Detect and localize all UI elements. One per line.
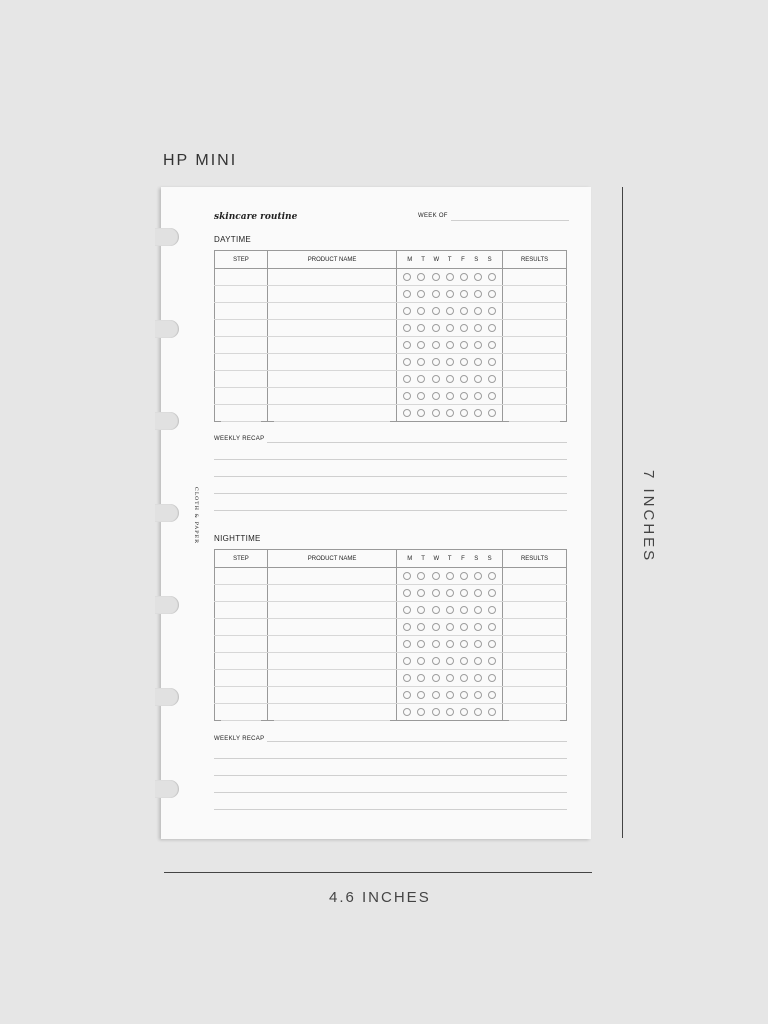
write-line xyxy=(274,421,390,422)
table-row xyxy=(215,405,567,422)
day-checkbox[interactable] xyxy=(417,606,425,614)
day-checkbox[interactable] xyxy=(474,341,482,349)
recap-line[interactable] xyxy=(214,775,567,776)
day-checkbox[interactable] xyxy=(432,358,440,366)
column-header-product: PRODUCT NAME xyxy=(267,550,396,568)
day-checkbox[interactable] xyxy=(403,409,411,417)
day-checkbox[interactable] xyxy=(474,572,482,580)
day-label: T xyxy=(421,555,425,562)
tracker-cell[interactable] xyxy=(397,619,503,636)
results-cell[interactable] xyxy=(503,568,567,585)
day-checkbox[interactable] xyxy=(403,691,411,699)
day-checkbox[interactable] xyxy=(417,341,425,349)
day-checkbox[interactable] xyxy=(474,307,482,315)
tracker-cell[interactable] xyxy=(397,269,503,286)
step-cell[interactable] xyxy=(215,405,268,422)
write-line xyxy=(509,421,560,422)
tracker-cell[interactable] xyxy=(397,320,503,337)
day-checkbox[interactable] xyxy=(417,674,425,682)
day-checkbox[interactable] xyxy=(403,392,411,400)
step-cell[interactable] xyxy=(215,388,268,405)
disc-cutout xyxy=(155,412,179,430)
product-cell[interactable] xyxy=(267,286,396,303)
recap-line[interactable] xyxy=(214,809,567,810)
day-checkbox[interactable] xyxy=(474,691,482,699)
table-row xyxy=(215,585,567,602)
column-header-product: PRODUCT NAME xyxy=(267,251,396,269)
day-checkbox[interactable] xyxy=(446,640,454,648)
day-checkbox[interactable] xyxy=(488,409,496,417)
day-checkbox[interactable] xyxy=(460,307,468,315)
tracker-cell[interactable] xyxy=(397,286,503,303)
step-cell[interactable] xyxy=(215,269,268,286)
day-checkbox[interactable] xyxy=(488,623,496,631)
day-checkbox[interactable] xyxy=(446,324,454,332)
day-label: F xyxy=(461,555,465,562)
product-cell[interactable] xyxy=(267,337,396,354)
day-checkbox[interactable] xyxy=(474,273,482,281)
planner-page xyxy=(161,187,591,839)
day-checkbox[interactable] xyxy=(432,324,440,332)
day-checkbox[interactable] xyxy=(460,589,468,597)
column-header-step: STEP xyxy=(215,550,268,568)
product-cell[interactable] xyxy=(267,670,396,687)
table-row xyxy=(215,337,567,354)
day-checkbox[interactable] xyxy=(488,640,496,648)
disc-hole xyxy=(155,596,179,614)
day-checkbox[interactable] xyxy=(432,640,440,648)
day-checkbox[interactable] xyxy=(460,606,468,614)
disc-cutout xyxy=(155,228,179,246)
results-cell[interactable] xyxy=(503,388,567,405)
table-row xyxy=(215,670,567,687)
day-checkbox[interactable] xyxy=(403,589,411,597)
day-checkbox[interactable] xyxy=(403,623,411,631)
day-checkbox[interactable] xyxy=(460,273,468,281)
results-cell[interactable] xyxy=(503,704,567,721)
width-dimension-label: 4.6 INCHES xyxy=(329,889,431,906)
day-checkbox[interactable] xyxy=(417,358,425,366)
day-checkbox[interactable] xyxy=(474,606,482,614)
day-checkbox[interactable] xyxy=(474,640,482,648)
day-checkbox[interactable] xyxy=(432,606,440,614)
product-cell[interactable] xyxy=(267,371,396,388)
step-cell[interactable] xyxy=(215,371,268,388)
day-checkbox[interactable] xyxy=(460,324,468,332)
table-row xyxy=(215,568,567,585)
results-cell[interactable] xyxy=(503,371,567,388)
day-label: S xyxy=(487,555,492,562)
day-checkbox[interactable] xyxy=(446,674,454,682)
day-checkbox[interactable] xyxy=(460,708,468,716)
tracker-cell[interactable] xyxy=(397,303,503,320)
table-row xyxy=(215,602,567,619)
day-checkbox[interactable] xyxy=(488,341,496,349)
week-of-label: WEEK OF xyxy=(418,213,448,219)
day-label: W xyxy=(433,256,440,263)
results-cell[interactable] xyxy=(503,619,567,636)
day-checkbox[interactable] xyxy=(403,273,411,281)
results-cell[interactable] xyxy=(503,269,567,286)
page-title: skincare routine xyxy=(214,212,298,222)
recap-line[interactable] xyxy=(214,510,567,511)
day-checkbox[interactable] xyxy=(432,375,440,383)
product-cell[interactable] xyxy=(267,320,396,337)
tracker-cell[interactable] xyxy=(397,405,503,422)
day-checkbox[interactable] xyxy=(488,290,496,298)
day-checkbox[interactable] xyxy=(460,674,468,682)
day-checkbox[interactable] xyxy=(403,708,411,716)
day-checkbox[interactable] xyxy=(488,606,496,614)
day-checkbox[interactable] xyxy=(432,657,440,665)
day-label: T xyxy=(421,256,425,263)
day-checkbox[interactable] xyxy=(474,674,482,682)
column-header-results: RESULTS xyxy=(503,550,567,568)
product-cell[interactable] xyxy=(267,388,396,405)
table-row xyxy=(215,354,567,371)
day-checkbox[interactable] xyxy=(460,341,468,349)
day-checkbox[interactable] xyxy=(403,606,411,614)
day-label: S xyxy=(474,256,479,263)
day-checkbox[interactable] xyxy=(474,358,482,366)
tracker-cell[interactable] xyxy=(397,388,503,405)
day-checkbox[interactable] xyxy=(403,358,411,366)
day-checkbox[interactable] xyxy=(446,572,454,580)
week-of-line xyxy=(451,220,569,221)
day-checkbox[interactable] xyxy=(488,273,496,281)
write-line xyxy=(221,720,261,721)
day-checkbox[interactable] xyxy=(460,392,468,400)
results-cell[interactable] xyxy=(503,303,567,320)
day-checkbox[interactable] xyxy=(403,657,411,665)
tracker-cell[interactable] xyxy=(397,687,503,704)
day-checkbox[interactable] xyxy=(417,657,425,665)
day-checkbox[interactable] xyxy=(488,307,496,315)
day-checkbox[interactable] xyxy=(488,708,496,716)
recap-line[interactable] xyxy=(214,792,567,793)
section-title-daytime: DAYTIME xyxy=(214,235,252,244)
disc-cutout xyxy=(155,596,179,614)
step-cell[interactable] xyxy=(215,687,268,704)
results-cell[interactable] xyxy=(503,337,567,354)
step-cell[interactable] xyxy=(215,670,268,687)
day-checkbox[interactable] xyxy=(417,623,425,631)
step-cell[interactable] xyxy=(215,585,268,602)
day-checkbox[interactable] xyxy=(432,708,440,716)
day-checkbox[interactable] xyxy=(432,290,440,298)
table-row xyxy=(215,371,567,388)
day-checkbox[interactable] xyxy=(474,392,482,400)
day-checkbox[interactable] xyxy=(432,691,440,699)
disc-cutout xyxy=(155,504,179,522)
step-cell[interactable] xyxy=(215,636,268,653)
day-checkbox[interactable] xyxy=(474,589,482,597)
product-cell[interactable] xyxy=(267,687,396,704)
tracker-cell[interactable] xyxy=(397,653,503,670)
day-label: T xyxy=(447,555,452,562)
day-checkbox[interactable] xyxy=(446,623,454,631)
day-checkbox[interactable] xyxy=(432,623,440,631)
table-row xyxy=(215,619,567,636)
day-label: M xyxy=(407,555,413,562)
disc-hole xyxy=(155,320,179,338)
table-row xyxy=(215,388,567,405)
product-cell[interactable] xyxy=(267,303,396,320)
daytime-recap-label: WEEKLY RECAP xyxy=(214,436,265,442)
column-header-results: RESULTS xyxy=(503,251,567,269)
step-cell[interactable] xyxy=(215,704,268,721)
day-checkbox[interactable] xyxy=(488,657,496,665)
day-checkbox[interactable] xyxy=(403,307,411,315)
step-cell[interactable] xyxy=(215,619,268,636)
product-cell[interactable] xyxy=(267,568,396,585)
results-cell[interactable] xyxy=(503,286,567,303)
day-checkbox[interactable] xyxy=(403,341,411,349)
day-checkbox[interactable] xyxy=(488,572,496,580)
day-checkbox[interactable] xyxy=(446,691,454,699)
day-checkbox[interactable] xyxy=(417,708,425,716)
day-checkbox[interactable] xyxy=(446,358,454,366)
day-checkbox[interactable] xyxy=(417,307,425,315)
day-checkbox[interactable] xyxy=(446,708,454,716)
recap-line[interactable] xyxy=(214,758,567,759)
disc-hole xyxy=(155,688,179,706)
product-cell[interactable] xyxy=(267,354,396,371)
day-checkbox[interactable] xyxy=(417,324,425,332)
step-cell[interactable] xyxy=(215,653,268,670)
tracker-cell[interactable] xyxy=(397,704,503,721)
day-checkbox[interactable] xyxy=(488,589,496,597)
day-checkbox[interactable] xyxy=(403,674,411,682)
write-line xyxy=(274,720,390,721)
day-checkbox[interactable] xyxy=(403,375,411,383)
table-row xyxy=(215,303,567,320)
height-dimension-label: 7 INCHES xyxy=(640,470,657,564)
day-label: M xyxy=(407,256,413,263)
day-checkbox[interactable] xyxy=(460,691,468,699)
day-checkbox[interactable] xyxy=(446,375,454,383)
product-cell[interactable] xyxy=(267,585,396,602)
recap-line[interactable] xyxy=(214,476,567,477)
step-cell[interactable] xyxy=(215,602,268,619)
day-checkbox[interactable] xyxy=(403,640,411,648)
day-checkbox[interactable] xyxy=(432,409,440,417)
tracker-cell[interactable] xyxy=(397,371,503,388)
day-checkbox[interactable] xyxy=(446,341,454,349)
step-cell[interactable] xyxy=(215,303,268,320)
disc-hole xyxy=(155,412,179,430)
day-checkbox[interactable] xyxy=(474,708,482,716)
tracker-cell[interactable] xyxy=(397,602,503,619)
day-label: F xyxy=(461,256,465,263)
product-cell[interactable] xyxy=(267,653,396,670)
tracker-cell[interactable] xyxy=(397,636,503,653)
results-cell[interactable] xyxy=(503,670,567,687)
nighttime-recap-label: WEEKLY RECAP xyxy=(214,736,265,742)
day-checkbox[interactable] xyxy=(403,324,411,332)
day-checkbox[interactable] xyxy=(488,674,496,682)
table-row xyxy=(215,653,567,670)
recap-line[interactable] xyxy=(267,741,567,742)
day-checkbox[interactable] xyxy=(474,324,482,332)
product-cell[interactable] xyxy=(267,405,396,422)
day-checkbox[interactable] xyxy=(446,606,454,614)
day-checkbox[interactable] xyxy=(460,290,468,298)
table-row xyxy=(215,687,567,704)
disc-hole xyxy=(155,228,179,246)
results-cell[interactable] xyxy=(503,405,567,422)
day-checkbox[interactable] xyxy=(460,409,468,417)
day-checkbox[interactable] xyxy=(460,623,468,631)
product-cell[interactable] xyxy=(267,269,396,286)
step-cell[interactable] xyxy=(215,337,268,354)
day-checkbox[interactable] xyxy=(417,691,425,699)
day-checkbox[interactable] xyxy=(417,640,425,648)
day-checkbox[interactable] xyxy=(446,290,454,298)
table-row xyxy=(215,704,567,721)
day-checkbox[interactable] xyxy=(460,657,468,665)
day-checkbox[interactable] xyxy=(488,324,496,332)
write-line xyxy=(221,421,261,422)
recap-line[interactable] xyxy=(214,493,567,494)
results-cell[interactable] xyxy=(503,653,567,670)
results-cell[interactable] xyxy=(503,636,567,653)
day-label: S xyxy=(474,555,479,562)
day-checkbox[interactable] xyxy=(432,273,440,281)
product-cell[interactable] xyxy=(267,619,396,636)
product-cell[interactable] xyxy=(267,636,396,653)
day-checkbox[interactable] xyxy=(474,623,482,631)
write-line xyxy=(509,720,560,721)
table-row xyxy=(215,320,567,337)
day-checkbox[interactable] xyxy=(403,572,411,580)
day-checkbox[interactable] xyxy=(417,409,425,417)
day-checkbox[interactable] xyxy=(474,657,482,665)
day-checkbox[interactable] xyxy=(432,341,440,349)
day-checkbox[interactable] xyxy=(432,674,440,682)
results-cell[interactable] xyxy=(503,602,567,619)
disc-cutout xyxy=(155,780,179,798)
day-checkbox[interactable] xyxy=(474,409,482,417)
day-checkbox[interactable] xyxy=(474,290,482,298)
day-checkbox[interactable] xyxy=(488,392,496,400)
day-checkbox[interactable] xyxy=(460,358,468,366)
daytime-table xyxy=(214,250,567,422)
results-cell[interactable] xyxy=(503,687,567,704)
results-cell[interactable] xyxy=(503,320,567,337)
table-row xyxy=(215,269,567,286)
day-checkbox[interactable] xyxy=(460,375,468,383)
day-checkbox[interactable] xyxy=(417,589,425,597)
height-dimension-line xyxy=(622,187,623,838)
day-checkbox[interactable] xyxy=(417,273,425,281)
step-cell[interactable] xyxy=(215,354,268,371)
disc-cutout xyxy=(155,320,179,338)
disc-cutout xyxy=(155,688,179,706)
day-checkbox[interactable] xyxy=(417,375,425,383)
recap-line[interactable] xyxy=(214,459,567,460)
day-checkbox[interactable] xyxy=(446,392,454,400)
day-checkbox[interactable] xyxy=(403,290,411,298)
day-checkbox[interactable] xyxy=(432,572,440,580)
day-label: W xyxy=(433,555,440,562)
column-header-days xyxy=(397,550,503,568)
tracker-cell[interactable] xyxy=(397,568,503,585)
step-cell[interactable] xyxy=(215,568,268,585)
day-label: S xyxy=(487,256,492,263)
column-header-step: STEP xyxy=(215,251,268,269)
day-checkbox[interactable] xyxy=(488,691,496,699)
brand-mark: CLOTH & PAPER xyxy=(193,487,199,544)
day-checkbox[interactable] xyxy=(446,589,454,597)
step-cell[interactable] xyxy=(215,286,268,303)
disc-hole xyxy=(155,780,179,798)
day-checkbox[interactable] xyxy=(488,375,496,383)
disc-hole xyxy=(155,504,179,522)
frame-label: HP MINI xyxy=(163,152,238,169)
tracker-cell[interactable] xyxy=(397,354,503,371)
table-row xyxy=(215,286,567,303)
day-checkbox[interactable] xyxy=(432,392,440,400)
day-checkbox[interactable] xyxy=(432,307,440,315)
tracker-cell[interactable] xyxy=(397,670,503,687)
results-cell[interactable] xyxy=(503,585,567,602)
day-checkbox[interactable] xyxy=(417,572,425,580)
tracker-cell[interactable] xyxy=(397,337,503,354)
day-checkbox[interactable] xyxy=(488,358,496,366)
day-checkbox[interactable] xyxy=(446,409,454,417)
day-checkbox[interactable] xyxy=(446,657,454,665)
results-cell[interactable] xyxy=(503,354,567,371)
day-checkbox[interactable] xyxy=(460,572,468,580)
product-cell[interactable] xyxy=(267,704,396,721)
day-checkbox[interactable] xyxy=(417,290,425,298)
day-label: T xyxy=(447,256,452,263)
day-checkbox[interactable] xyxy=(432,589,440,597)
day-checkbox[interactable] xyxy=(446,273,454,281)
column-header-days xyxy=(397,251,503,269)
day-checkbox[interactable] xyxy=(446,307,454,315)
nighttime-table xyxy=(214,549,567,721)
recap-line[interactable] xyxy=(267,442,567,443)
day-checkbox[interactable] xyxy=(474,375,482,383)
table-row xyxy=(215,636,567,653)
section-title-nighttime: NIGHTTIME xyxy=(214,534,261,543)
day-checkbox[interactable] xyxy=(460,640,468,648)
tracker-cell[interactable] xyxy=(397,585,503,602)
width-dimension-line xyxy=(164,872,592,873)
product-cell[interactable] xyxy=(267,602,396,619)
step-cell[interactable] xyxy=(215,320,268,337)
day-checkbox[interactable] xyxy=(417,392,425,400)
